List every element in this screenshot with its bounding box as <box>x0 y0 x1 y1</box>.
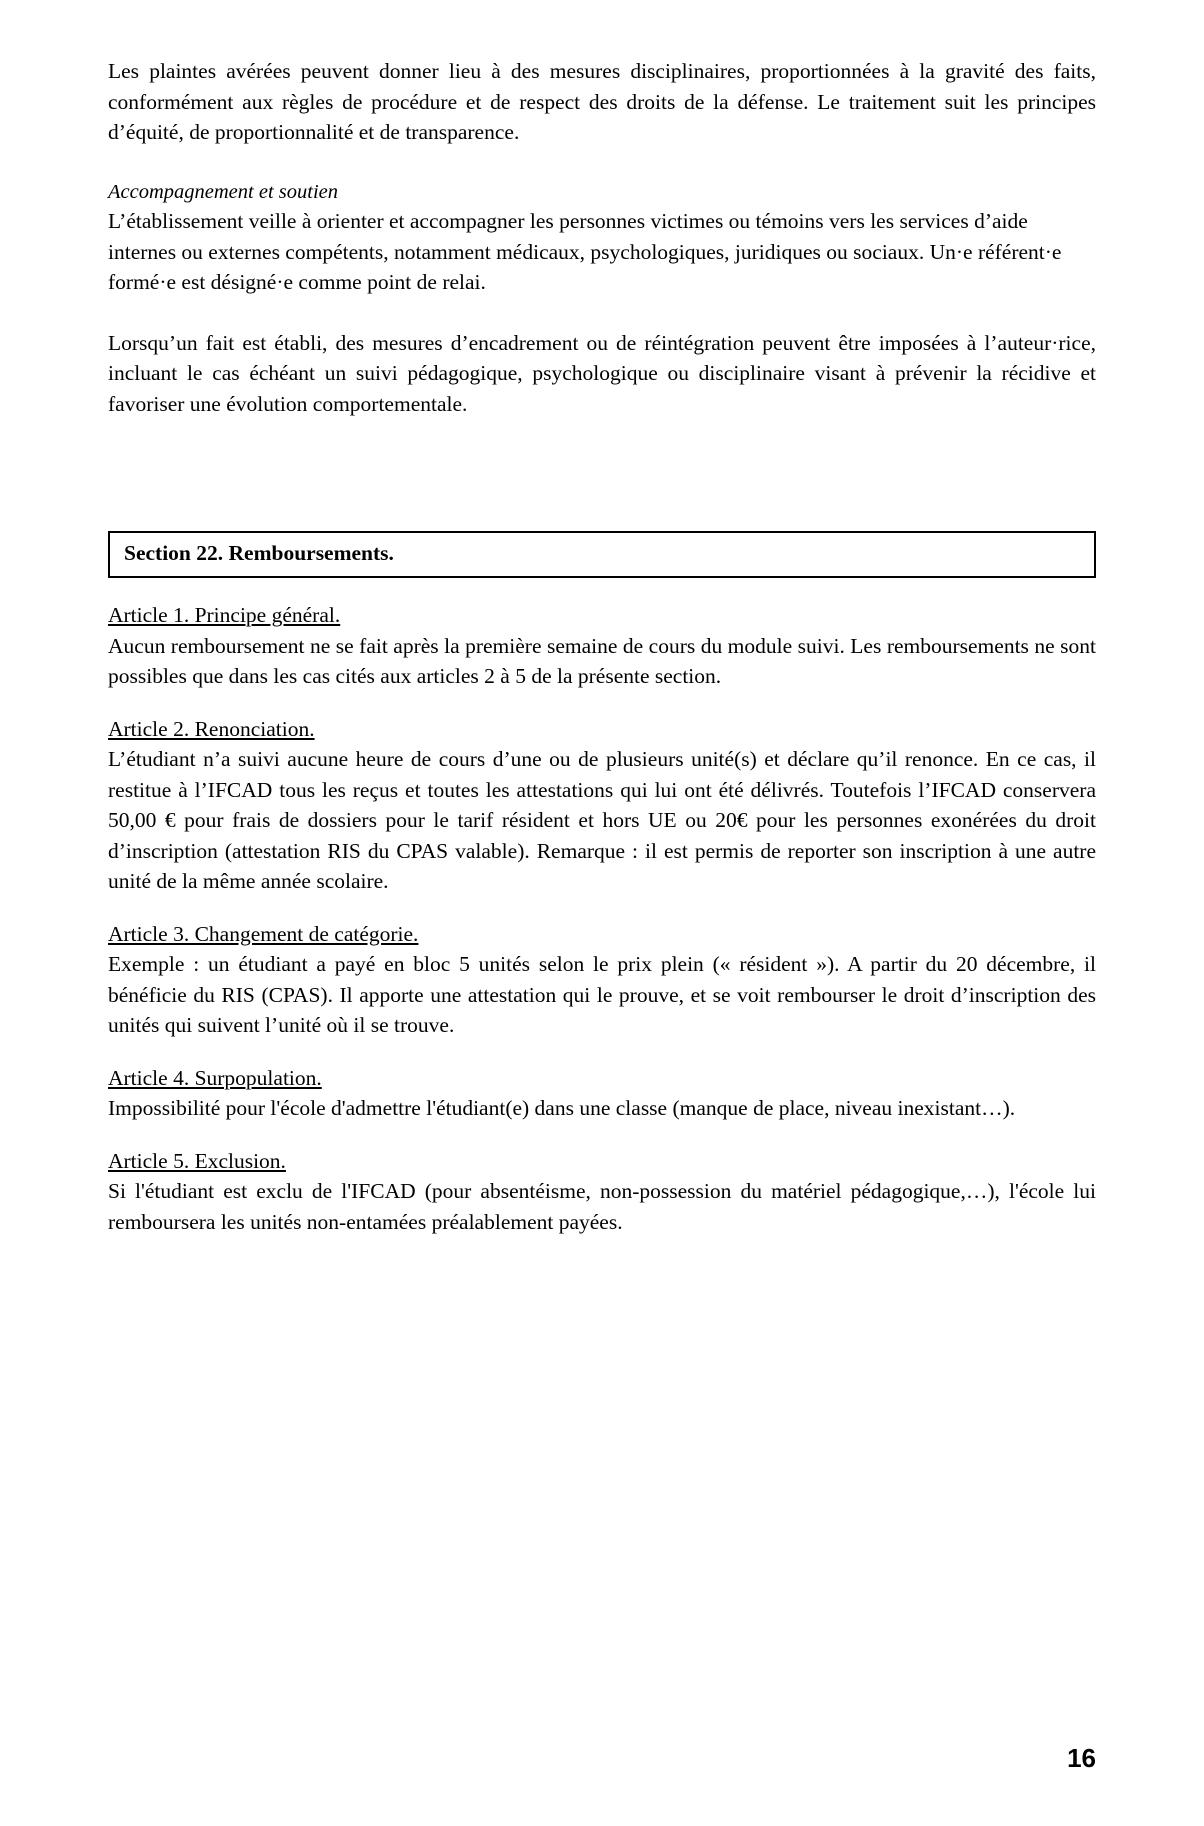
article-2-body: L’étudiant n’a suivi aucune heure de cours d’une ou de plusieurs unité(s) et déclare qu’il renonce. En ce cas, il restitue à l’IFCAD tous les reçus et toutes les attestations qui lui ont été délivrés. Toutefois l’IFCAD conservera 50,00 € pour frais de dossiers pour le tarif résident et hors UE ou 20€ pour les personnes exonérées du droit d’inscription (attestation RIS du CPAS valable). Remarque : il est permis de reporter son inscription à une autre unité de la même année scolaire. <box>108 747 1096 894</box>
section-heading-box <box>108 531 1096 578</box>
article-2-title: Article 2. Renonciation. <box>108 716 315 741</box>
spacer <box>108 148 1096 178</box>
spacer <box>108 897 1096 919</box>
article-5-body: Si l'étudiant est exclu de l'IFCAD (pour absentéisme, non-possession du matériel pédagogique,…), l'école lui remboursera les unités non-entamées préalablement payées. <box>108 1179 1096 1234</box>
article-3-title: Article 3. Changement de catégorie. <box>108 921 419 946</box>
article-1 <box>108 600 1096 692</box>
spacer <box>108 1041 1096 1063</box>
support-paragraph: L’établissement veille à orienter et accompagner les personnes victimes ou témoins vers les services d’aide internes ou externes compétents, notamment médicaux, psychologiques, juridiques ou sociaux. Un·e référent·e formé·e est désigné·e comme point de relai. <box>108 209 1062 295</box>
spacer <box>108 419 1096 531</box>
spacer <box>108 1124 1096 1146</box>
article-4-body: Impossibilité pour l'école d'admettre l'étudiant(e) dans une classe (manque de place, niveau inexistant…). <box>108 1096 1016 1121</box>
article-5 <box>108 1146 1096 1238</box>
spacer <box>108 298 1096 328</box>
article-3 <box>108 919 1096 1041</box>
article-4-title: Article 4. Surpopulation. <box>108 1065 322 1090</box>
section-title: Section 22. Remboursements. <box>124 541 394 566</box>
page-number: 16 <box>1067 1743 1096 1773</box>
support-heading: Accompagnement et soutien <box>108 180 338 203</box>
article-5-title: Article 5. Exclusion. <box>108 1148 286 1173</box>
spacer <box>108 692 1096 714</box>
article-2 <box>108 714 1096 897</box>
article-4 <box>108 1063 1096 1124</box>
article-1-body: Aucun remboursement ne se fait après la première semaine de cours du module suivi. Les remboursements ne sont possibles que dans les cas cités aux articles 2 à 5 de la présente section. <box>108 633 1096 689</box>
intro-paragraph: Les plaintes avérées peuvent donner lieu à des mesures disciplinaires, proportionnées à la gravité des faits, conformément aux règles de procédure et de respect des droits de la défense. Le traitement suit les principes d’équité, de proportionnalité et de transparence. <box>108 59 1096 145</box>
article-3-body: Exemple : un étudiant a payé en bloc 5 unités selon le prix plein (« résident »). A partir du 20 décembre, il bénéficie du RIS (CPAS). Il apporte une attestation qui le prouve, et se voit rembourser le droit d’inscription des unités qui suivent l’unité où il se trouve. <box>108 952 1096 1038</box>
article-1-title: Article 1. Principe général. <box>108 603 341 628</box>
measures-paragraph: Lorsqu’un fait est établi, des mesures d’encadrement ou de réintégration peuvent être imposées à l’auteur·rice, incluant le cas échéant un suivi pédagogique, psychologique ou disciplinaire visant à prévenir la récidive et favoriser une évolution comportementale. <box>108 330 1096 416</box>
spacer <box>108 578 1096 600</box>
